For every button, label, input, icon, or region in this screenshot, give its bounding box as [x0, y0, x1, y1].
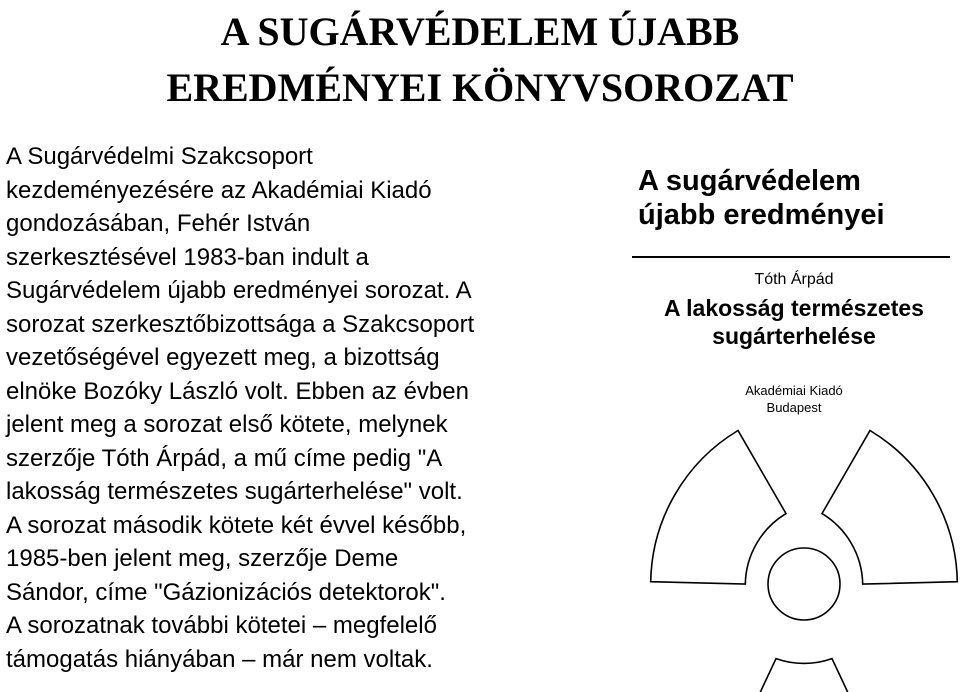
body-line: A sorozat második kötete két évvel később, [6, 511, 467, 539]
body-line: jelent meg a sorozat első kötete, melynek [6, 411, 448, 438]
title-line: EREDMÉNYEI KÖNYVSOROZAT [166, 65, 794, 110]
body-line: A Sugárvédelmi Szakcsoport [6, 143, 313, 170]
trefoil-center [768, 548, 840, 620]
body-line: támogatás hiányában – már nem voltak. [6, 645, 433, 673]
cover-book-title [628, 294, 960, 350]
trefoil-blade-top-left [651, 431, 786, 585]
cover-series-line: újabb eredményei [638, 199, 885, 231]
title-line: A SUGÁRVÉDELEM ÚJABB [220, 9, 740, 54]
page-title [0, 4, 960, 116]
body-line: Sugárvédelem újabb eredményei sorozat. A [6, 277, 472, 304]
body-line: szerkesztésével 1983-ban indult a [6, 243, 369, 271]
body-line: 1985-ben jelent meg, szerzője Deme [6, 545, 399, 572]
radiation-trefoil-icon [628, 405, 960, 692]
cover-publisher-line: Budapest [766, 400, 822, 415]
cover-series-line: A sugárvédelem [638, 165, 861, 197]
body-line: szerzője Tóth Árpád, a mű címe pedig "A [6, 444, 443, 472]
cover-publisher-line: Akadémiai Kiadó [745, 383, 843, 398]
cover-series-title [638, 164, 885, 232]
trefoil-blade-bottom [736, 659, 872, 692]
body-line: vezetőségével egyezett meg, a bizottság [6, 344, 440, 371]
body-line: Sándor, címe "Gázionizációs detektorok". [6, 578, 446, 606]
body-line: lakosság természetes sugárterhelése" volt. [6, 478, 463, 505]
body-paragraph [6, 140, 606, 676]
body-line: sorozat szerkesztőbizottsága a Szakcsoport [6, 310, 475, 338]
cover-author: Tóth Árpád [754, 271, 834, 288]
body-line: kezdeményezésére az Akadémiai Kiadó [6, 176, 432, 204]
body-line: elnöke Bozóky László volt. Ebben az évben [6, 377, 469, 405]
cover-divider [632, 256, 950, 258]
body-line: A sorozatnak további kötetei – megfelelő [6, 612, 437, 639]
cover-book-title-line: A lakosság természetes [664, 295, 924, 321]
book-cover [628, 160, 960, 692]
body-line: gondozásában, Fehér István [6, 210, 311, 237]
trefoil-blade-top-right [822, 431, 957, 585]
cover-book-title-line: sugárterhelése [712, 323, 876, 349]
